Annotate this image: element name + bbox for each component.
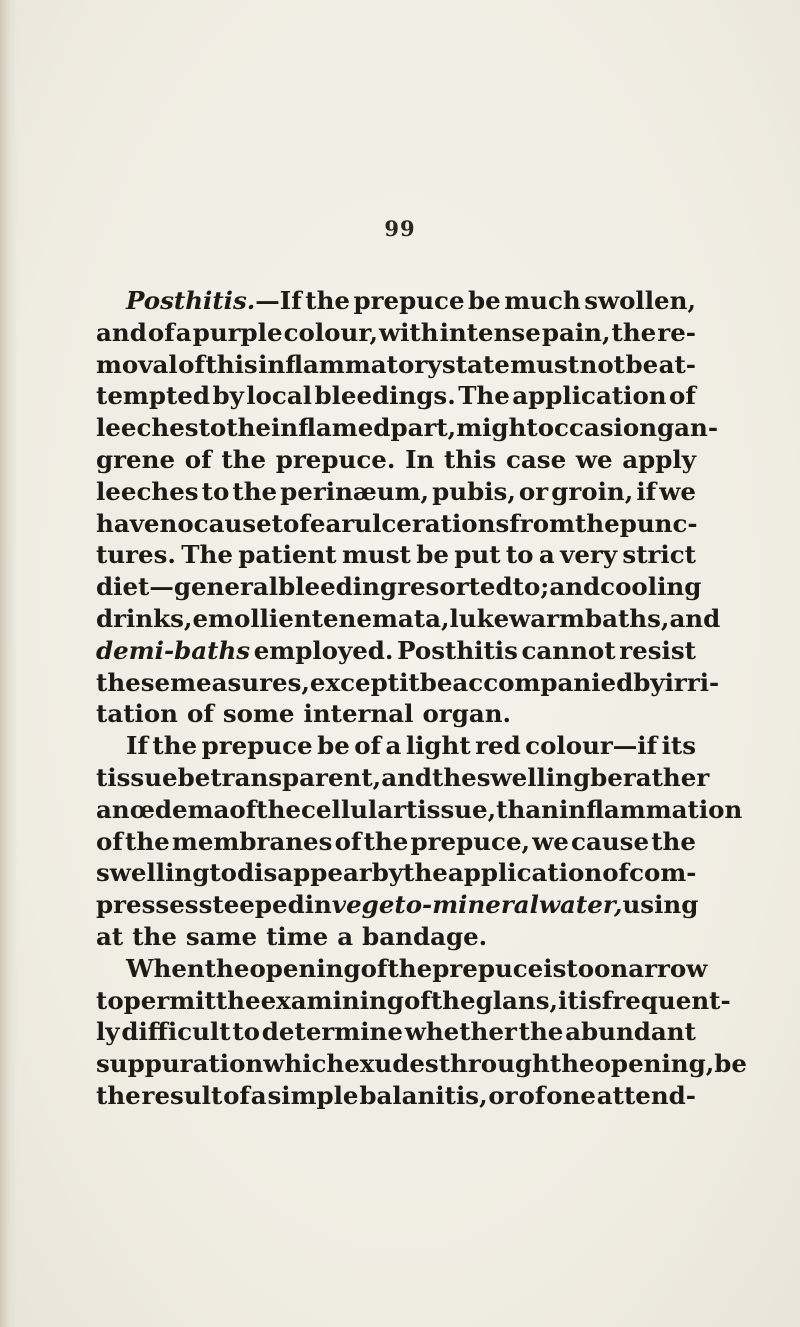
text-line	[126, 285, 696, 317]
word: colour—if	[525, 731, 658, 761]
word: of	[96, 826, 123, 856]
word: determine	[261, 1017, 403, 1047]
word: If	[126, 731, 148, 761]
word: inflammatory	[258, 349, 442, 379]
word: and	[549, 572, 601, 602]
text-line	[96, 985, 731, 1017]
word: is	[578, 985, 602, 1015]
word: the	[221, 444, 267, 474]
word: except	[309, 667, 400, 697]
word: rather	[622, 762, 710, 792]
word: organ.	[422, 699, 512, 729]
word: swelling	[96, 858, 210, 888]
word: emollient	[192, 603, 323, 633]
word: bleeding	[278, 572, 398, 602]
word: the	[403, 858, 448, 888]
text-line	[96, 1080, 696, 1112]
word: it	[558, 985, 579, 1015]
word: tempted	[96, 381, 210, 411]
word: leeches	[96, 476, 199, 506]
word: the	[125, 826, 170, 856]
word: purple	[192, 317, 283, 347]
word: Posthitis	[397, 635, 518, 665]
word: it	[399, 667, 420, 697]
word: we	[659, 476, 696, 506]
word: of	[334, 826, 362, 856]
word: to	[209, 858, 238, 888]
word: result	[141, 1080, 223, 1110]
word: light	[405, 731, 471, 761]
word: or	[518, 476, 549, 506]
text-line	[96, 1048, 747, 1080]
word: its	[661, 731, 696, 761]
word: of	[403, 985, 431, 1015]
word: be	[714, 1049, 747, 1079]
word: exudes	[344, 1049, 439, 1079]
word: moval	[96, 349, 178, 379]
word: the	[432, 762, 477, 792]
body-text	[96, 285, 747, 1112]
word: prepuce	[201, 731, 313, 761]
word: the	[226, 413, 271, 443]
word: have	[96, 508, 160, 538]
word: by	[212, 381, 244, 411]
word: these	[96, 667, 171, 697]
word: be	[625, 349, 659, 379]
word: diet—general	[96, 572, 279, 602]
word: some	[222, 699, 295, 729]
italic-run: Posthitis.	[126, 286, 256, 315]
word: cooling	[600, 572, 702, 602]
text-line	[96, 826, 696, 858]
word: tation	[96, 699, 178, 729]
word: is	[543, 953, 567, 983]
text-line	[96, 889, 699, 921]
text-line	[96, 762, 710, 794]
word: swelling	[476, 762, 591, 792]
word: and	[381, 762, 433, 792]
word: if	[636, 476, 657, 506]
word: The	[181, 540, 233, 570]
word: to	[271, 508, 300, 538]
word: to;	[512, 572, 550, 602]
word	[126, 285, 302, 317]
word: this	[205, 349, 258, 379]
binding-shadow	[0, 0, 18, 1327]
word: and	[669, 603, 721, 633]
word: internal	[303, 699, 414, 729]
word: the	[549, 1049, 595, 1079]
word: fear	[299, 508, 355, 538]
word: When	[126, 953, 205, 983]
word: occasion	[537, 413, 658, 443]
text-line	[96, 412, 719, 444]
word: application	[447, 858, 603, 888]
word: inflammation	[559, 794, 743, 824]
word: perinæum,	[280, 476, 430, 506]
word: local	[246, 381, 312, 411]
word: of	[178, 349, 206, 379]
word: tissue	[96, 762, 178, 792]
word: resist	[619, 635, 696, 665]
word: using	[622, 890, 699, 920]
text-line	[126, 730, 696, 762]
text-line	[96, 476, 696, 508]
word: of	[354, 731, 382, 761]
word: from	[509, 508, 575, 538]
word: the	[305, 286, 350, 315]
word: cannot	[521, 635, 616, 665]
word: this	[444, 444, 497, 474]
word: a	[385, 731, 402, 761]
word: transparent,	[210, 762, 382, 792]
word: the	[232, 476, 278, 506]
word: must	[341, 540, 411, 570]
word: bandage.	[362, 921, 488, 951]
word: glans,	[475, 985, 559, 1015]
word: prepuce	[432, 953, 544, 983]
word: must	[510, 349, 580, 379]
word: ulcerations	[354, 508, 510, 538]
word: the	[215, 985, 261, 1015]
word: In	[405, 444, 435, 474]
word: and	[96, 317, 147, 347]
word: of	[360, 953, 388, 983]
word: which	[263, 1049, 345, 1079]
word: enemata,	[322, 603, 450, 633]
word: narrow	[610, 953, 708, 983]
text-line	[96, 603, 721, 635]
word: we	[575, 444, 613, 474]
text-line	[96, 508, 696, 540]
word: of	[184, 444, 212, 474]
word: the	[256, 794, 301, 824]
word: difficult	[121, 1017, 231, 1047]
word: prepuce	[353, 286, 465, 315]
word: of	[147, 317, 175, 347]
text-line	[126, 953, 708, 985]
word: accompanied	[452, 667, 634, 697]
word: leeches	[96, 413, 199, 443]
word: state	[441, 349, 510, 379]
word: colour,	[283, 317, 378, 347]
word: to	[232, 1017, 260, 1047]
word: than	[496, 794, 559, 824]
word: swollen,	[584, 286, 696, 315]
word: patient	[238, 540, 337, 570]
word: through	[438, 1049, 550, 1079]
word: baths,	[584, 603, 670, 633]
word: prepuce,	[410, 826, 531, 856]
word: water,	[538, 890, 623, 920]
word: apply	[622, 444, 696, 474]
word: the	[387, 953, 433, 983]
word: the	[96, 1080, 141, 1110]
word: whether	[404, 1017, 517, 1047]
text-line	[96, 380, 696, 412]
word: com-	[629, 858, 697, 888]
word: The	[458, 381, 510, 411]
word: opening	[249, 953, 361, 983]
word: the	[430, 985, 476, 1015]
word: pain,	[541, 317, 611, 347]
word: steeped	[198, 890, 305, 920]
word: employed.	[253, 635, 394, 665]
word: not	[579, 349, 626, 379]
word: the	[611, 317, 657, 347]
word: a	[250, 1080, 267, 1110]
word: cause	[571, 826, 650, 856]
word: presses	[96, 890, 199, 920]
word: vegeto-mineral	[331, 890, 539, 920]
word: time	[266, 921, 329, 951]
word: pubis,	[432, 476, 516, 506]
word: be	[177, 762, 211, 792]
word: bleedings.	[314, 381, 456, 411]
word: to	[198, 413, 227, 443]
word: of	[223, 1080, 250, 1110]
word: be	[419, 667, 453, 697]
word: the	[574, 508, 620, 538]
word: a	[337, 921, 354, 951]
word: in	[304, 890, 332, 920]
text-line	[96, 794, 743, 826]
word: too	[566, 953, 611, 983]
word: examining	[260, 985, 404, 1015]
word: prepuce.	[275, 444, 396, 474]
word: of	[602, 858, 630, 888]
word: tissue,	[406, 794, 497, 824]
word: attend-	[596, 1080, 696, 1110]
text-line	[96, 698, 696, 730]
word: a	[175, 317, 192, 347]
word: opening,	[594, 1049, 715, 1079]
word: the	[132, 921, 177, 951]
word: same	[185, 921, 258, 951]
word: a	[538, 540, 555, 570]
word: re-	[657, 317, 696, 347]
word: be	[468, 286, 501, 315]
word: cause	[193, 508, 272, 538]
word: much	[504, 286, 581, 315]
page-number: 99	[384, 216, 416, 241]
word: the	[518, 1017, 564, 1047]
word: be	[317, 731, 350, 761]
word: groin,	[551, 476, 634, 506]
word: might	[456, 413, 538, 443]
word: of	[229, 794, 257, 824]
word: lukewarm	[449, 603, 585, 633]
word: application	[512, 381, 667, 411]
word: to	[96, 985, 124, 1015]
word: abundant	[565, 1017, 696, 1047]
text-line	[96, 667, 720, 699]
word: ly	[96, 1017, 120, 1047]
word: case	[505, 444, 567, 474]
text-line	[96, 444, 696, 476]
word: the	[363, 826, 409, 856]
word: permit	[123, 985, 216, 1015]
word: no	[159, 508, 194, 538]
word: the	[651, 826, 696, 856]
word: grene	[96, 444, 176, 474]
word: with	[379, 317, 439, 347]
word: irri-	[664, 667, 720, 697]
word: the	[152, 731, 198, 761]
word: be	[416, 540, 449, 570]
word: resorted	[397, 572, 513, 602]
word: part,	[390, 413, 457, 443]
word: by	[633, 667, 665, 697]
word: at-	[658, 349, 696, 379]
word: an	[96, 794, 130, 824]
text-line	[96, 571, 702, 603]
word: intense	[439, 317, 541, 347]
text-line	[96, 857, 696, 889]
text-line	[96, 539, 696, 571]
word: red	[475, 731, 521, 761]
word: the	[204, 953, 250, 983]
text-line	[96, 349, 696, 381]
word: inflamed	[270, 413, 391, 443]
word: tures.	[96, 540, 176, 570]
word: cellular	[301, 794, 407, 824]
word: to	[201, 476, 230, 506]
roman-run: —If	[255, 286, 302, 315]
word: by	[371, 858, 404, 888]
word: or	[488, 1080, 518, 1110]
text-line	[96, 635, 696, 667]
word: drinks,	[96, 603, 193, 633]
word: balanitis,	[359, 1080, 488, 1110]
text-line	[96, 921, 696, 953]
word: one	[546, 1080, 596, 1110]
word: gan-	[657, 413, 719, 443]
text-line	[96, 317, 696, 349]
word: be	[590, 762, 623, 792]
word: put	[454, 540, 501, 570]
word: of	[669, 381, 696, 411]
word: suppuration	[96, 1049, 264, 1079]
word: membranes	[171, 826, 333, 856]
word: simple	[267, 1080, 359, 1110]
text-line	[96, 1016, 696, 1048]
word: of	[186, 699, 214, 729]
word: to	[505, 540, 534, 570]
word: at	[96, 921, 124, 951]
word: punc-	[619, 508, 698, 538]
word: disappear	[237, 858, 372, 888]
word: strict	[622, 540, 696, 570]
word: we	[532, 826, 569, 856]
word: frequent-	[601, 985, 731, 1015]
word: œdema	[129, 794, 230, 824]
word: very	[560, 540, 618, 570]
word: measures,	[170, 667, 310, 697]
word: demi-baths	[96, 635, 251, 665]
word: of	[518, 1080, 546, 1110]
